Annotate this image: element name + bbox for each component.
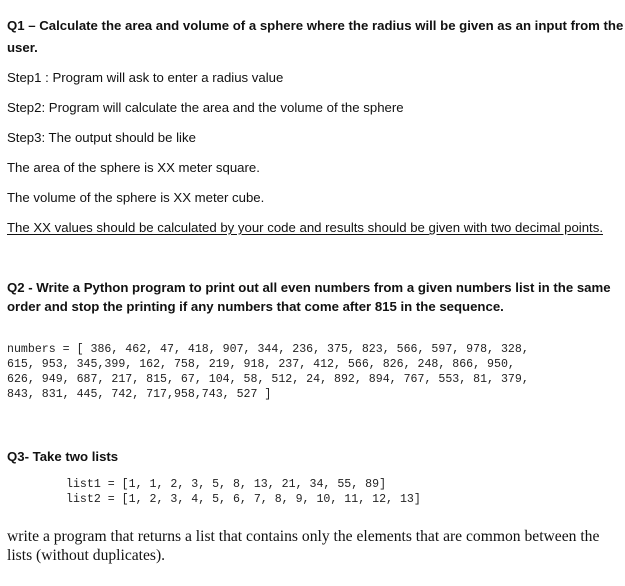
q2-code-line-3: 626, 949, 687, 217, 815, 67, 104, 58, 512, 24, 892, 894, 767, 553, 81, 379, <box>7 373 529 386</box>
q1-volume-output: The volume of the sphere is XX meter cube. <box>7 190 265 205</box>
q2-code-line-4: 843, 831, 445, 742, 717,958,743, 527 ] <box>7 388 272 401</box>
q2-code-line-1: numbers = [ 386, 462, 47, 418, 907, 344, 236, 375, 823, 566, 597, 978, 328, <box>7 343 529 356</box>
q2-code-line-2: 615, 953, 345,399, 162, 758, 219, 918, 237, 412, 566, 826, 248, 866, 950, <box>7 358 515 371</box>
q1-note: The XX values should be calculated by your code and results should be given with two decimal points. <box>7 220 603 235</box>
q3-description-line-1: write a program that returns a list that contains only the elements that are common between the <box>7 528 600 545</box>
q2-heading-line-1: Q2 - Write a Python program to print out all even numbers from a given numbers list in the same <box>7 280 611 295</box>
q3-list1: list1 = [1, 1, 2, 3, 5, 8, 13, 21, 34, 55, 89] <box>66 478 387 491</box>
q2-heading-line-2: order and stop the printing if any numbers that come after 815 in the sequence. <box>7 299 504 314</box>
q1-heading-line-1: Q1 – Calculate the area and volume of a sphere where the radius will be given as an input from the <box>7 18 624 33</box>
q1-step1: Step1 : Program will ask to enter a radius value <box>7 70 284 85</box>
q1-step3: Step3: The output should be like <box>7 130 196 145</box>
q1-step2: Step2: Program will calculate the area and the volume of the sphere <box>7 100 404 115</box>
q3-description-line-2: lists (without duplicates). <box>7 547 166 564</box>
q3-list2: list2 = [1, 2, 3, 4, 5, 6, 7, 8, 9, 10, 11, 12, 13] <box>66 493 421 506</box>
q3-heading: Q3- Take two lists <box>7 449 119 464</box>
q1-area-output: The area of the sphere is XX meter square. <box>7 160 260 175</box>
q1-heading-line-2: user. <box>7 40 38 55</box>
